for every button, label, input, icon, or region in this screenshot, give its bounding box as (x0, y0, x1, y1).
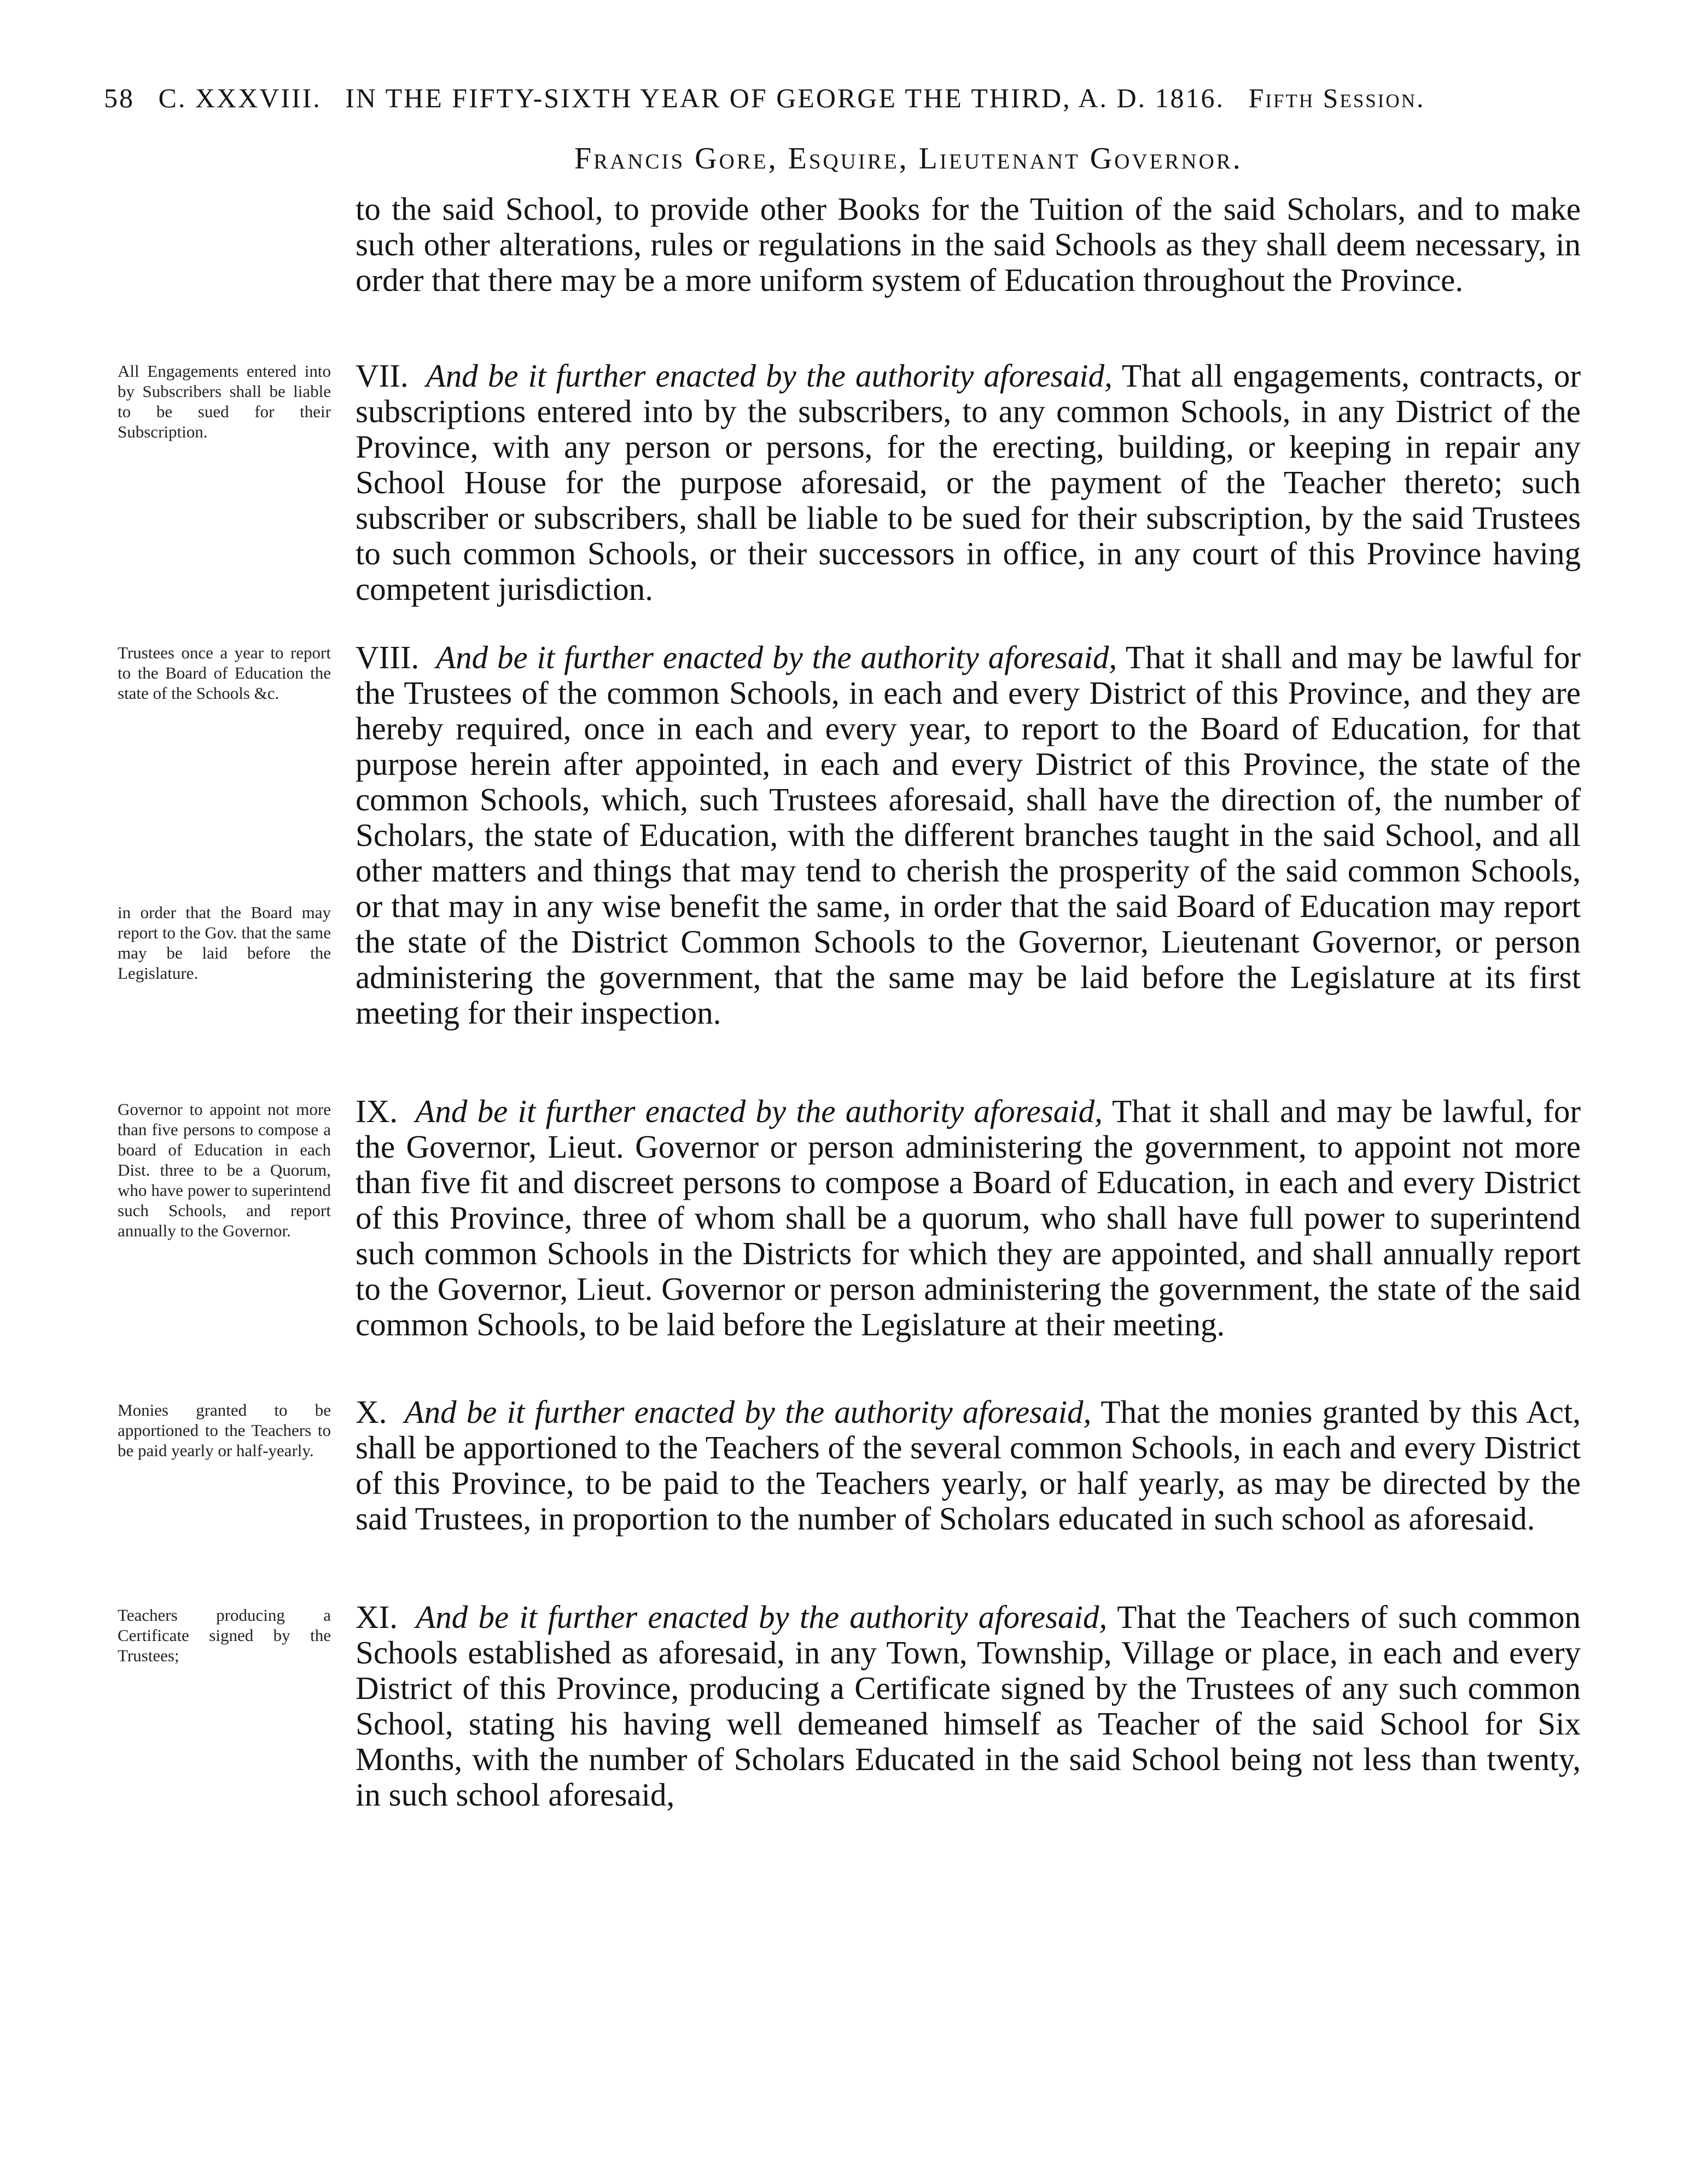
enacting-clause: And be it further enacted by the authority aforesaid, (415, 1093, 1103, 1129)
section-text: That all engagements, contracts, or subscriptions entered into by the subscribers, to any common Schools, in any District of the Province, with any person or persons, for the erecting, building, or keeping in repair any School House for the purpose aforesaid, or the payment of the Teacher thereto; such subscriber or subscribers, shall be liable to be sued for their subscription, by the said Trustees to such common Schools, or their successors in office, in any court of this Province having competent jurisdiction. (356, 358, 1581, 607)
act-title: IN THE FIFTY-SIXTH YEAR OF GEORGE THE THIRD, A. D. 1816. (345, 83, 1225, 113)
section-number: X. (356, 1394, 387, 1430)
margin-note-section-8b: in order that the Board may report to the Gov. that the same may be laid before the Legislature. (118, 903, 331, 983)
enacting-clause: And be it further enacted by the authority aforesaid, (436, 639, 1117, 675)
section-number: VIII. (356, 639, 420, 675)
page-number: 58 (104, 83, 135, 113)
section-number: VII. (356, 358, 409, 394)
margin-note-section-7: All Engagements entered into by Subscribers shall be liable to be sued for their Subscription. (118, 361, 331, 441)
section-text: That it shall and may be lawful, for the Governor, Lieut. Governor or person administering the government, to appoint not more than five fit and discreet persons to compose a Board of Education, in each and every District of this Province, three of whom shall be a quorum, who shall have full power to superintend such common Schools in the Districts for which they are appointed, and shall annually report to the Governor, Lieut. Governor or person administering the government, the state of the said common Schools, to be laid before the Legislature at their meeting. (356, 1093, 1581, 1342)
margin-note-section-8: Trustees once a year to report to the Board of Education the state of the Schools &c. (118, 643, 331, 703)
enacting-clause: And be it further enacted by the authority aforesaid, (416, 1599, 1108, 1635)
running-head (104, 82, 1619, 114)
session-label: Fifth Session. (1248, 83, 1425, 113)
margin-note-section-9: Governor to appoint not more than five persons to compose a board of Education in each Dist. three to be a Quorum, who have power to superintend such Schools, and report annually to the Governor. (118, 1100, 331, 1240)
section-number: XI. (356, 1599, 398, 1635)
enacting-clause: And be it further enacted by the authority aforesaid, (426, 358, 1113, 394)
section-text: That it shall and may be lawful for the Trustees of the common Schools, in each and every District of this Province, and they are hereby required, once in each and every year, to report to the Board of Education, for that purpose herein after appointed, in each and every District of this Province, the state of the common Schools, which, such Trustees aforesaid, shall have the direction of, the number of Scholars, the state of Education, with the different branches taught in the said School, and all other matters and things that may tend to cherish the prosperity of the said common Schools, or that may in any wise benefit the same, in order that the said Board of Education may report the state of the District Common Schools to the Governor, Lieutenant Governor, or person administering the government, that the same may be laid before the Legislature at its first meeting for their inspection. (356, 639, 1581, 1031)
section-7 (356, 358, 1581, 607)
margin-note-section-10: Monies granted to be apportioned to the Teachers to be paid yearly or half-yearly. (118, 1400, 331, 1460)
margin-note-section-11: Teachers producing a Certificate signed by the Trustees; (118, 1605, 331, 1665)
section-number: IX. (356, 1093, 398, 1129)
section-10 (356, 1394, 1581, 1537)
governor-line: Francis Gore, Esquire, Lieutenant Governor. (574, 142, 1243, 176)
section-text: That the Teachers of such common Schools established as aforesaid, in any Town, Township, Village or place, in each and every District of this Province, producing a Certificate signed by the Trustees of any such common School, stating his having well demeaned himself as Teacher of the said School for Six Months, with the number of Scholars Educated in the said School being not less than twenty, in such school aforesaid, (356, 1599, 1581, 1813)
enacting-clause: And be it further enacted by the authority aforesaid, (404, 1394, 1092, 1430)
section-text: That the monies granted by this Act, shall be apportioned to the Teachers of the several common Schools, in each and every District of this Province, to be paid to the Teachers yearly, or half yearly, as may be directed by the said Trustees, in proportion to the number of Scholars educated in such school as aforesaid. (356, 1394, 1581, 1537)
section-9 (356, 1094, 1581, 1342)
chapter-number: C. XXXVIII. (158, 83, 322, 113)
section-11 (356, 1599, 1581, 1813)
continuation-paragraph: to the said School, to provide other Books for the Tuition of the said Scholars, and to make such other alterations, rules or regulations in the said Schools as they shall deem necessary, in order that there may be a more uniform system of Education throughout the Province. (356, 191, 1581, 298)
section-8 (356, 640, 1581, 1031)
